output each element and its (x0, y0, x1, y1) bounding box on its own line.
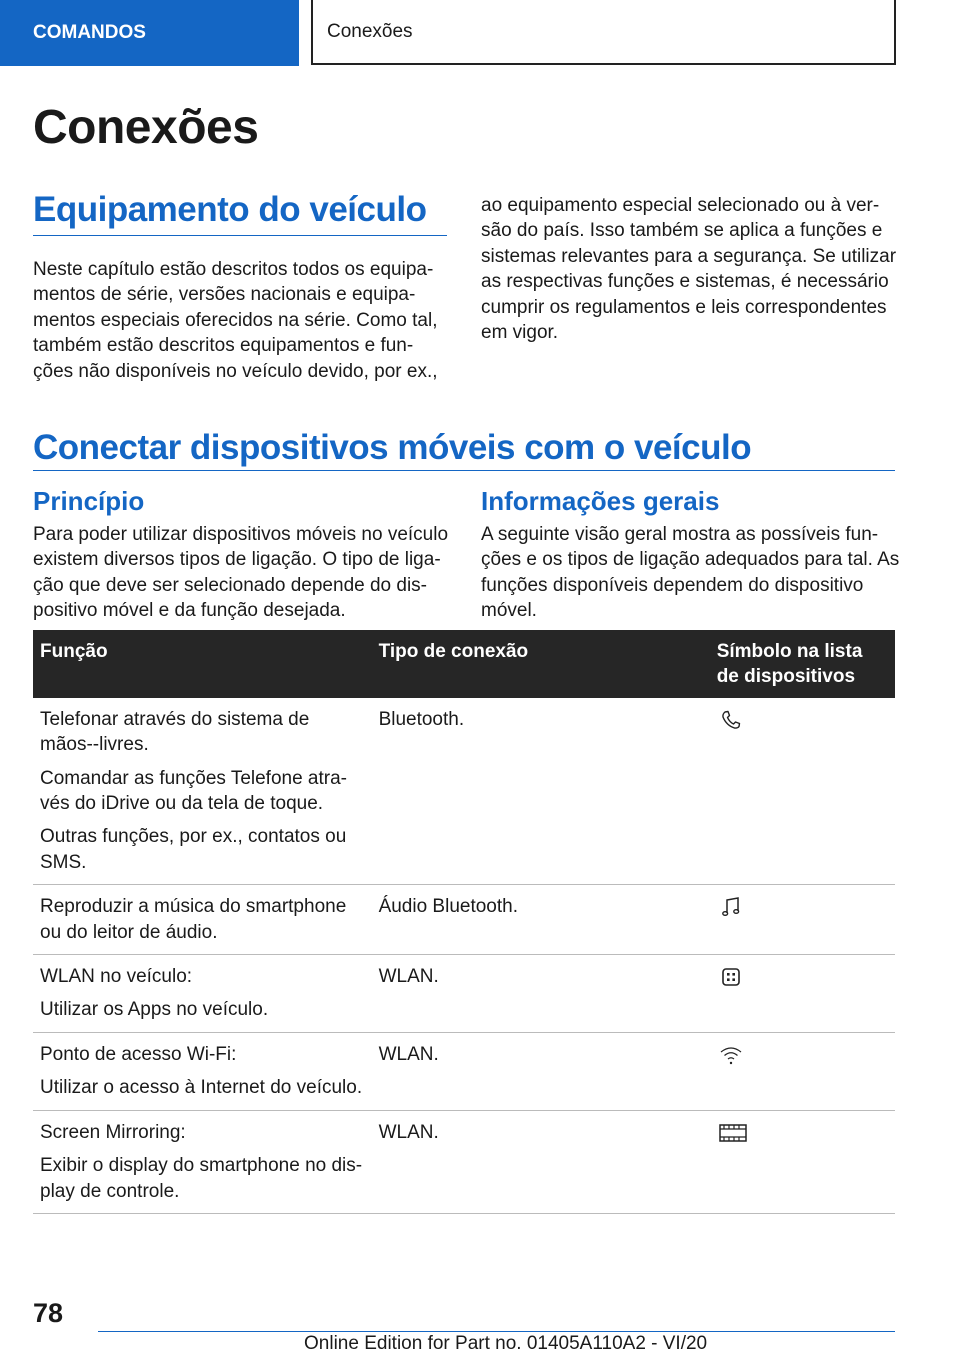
cell-text: Telefonar através do sistema de mãos--livres. (40, 708, 310, 756)
table-row (33, 698, 895, 885)
general-info-paragraph: A seguinte visão geral mostra as possíveis fun-ções e os tipos de ligação adequados para tal. As funções disponíveis dependem do dispositivo móvel. (481, 524, 900, 622)
vehicle-equipment-paragraph-left: Neste capítulo estão descritos todos os equipa-mentos de série, versões nacionais e equipa-mentos especiais oferecidos na série. Como tal, também estão descritos equipamentos e fun-ções não disponíveis no veículo devido, por ex., (33, 259, 438, 382)
footer-divider (98, 1331, 895, 1332)
cell-symbol (710, 955, 895, 1033)
cell-text: Utilizar os Apps no veículo. (40, 999, 269, 1021)
cell-text: Reproduzir a música do smartphone ou do leitor de áudio. (40, 896, 347, 943)
connection-types-table (33, 630, 895, 1214)
section-heading-vehicle-equipment: Equipamento do veículo (33, 190, 447, 236)
cell-text: Comandar as funções Telefone atra-vés do iDrive ou da tela de toque. (40, 767, 347, 815)
header-tab-label: COMANDOS (33, 22, 146, 43)
cell-text: WLAN no veículo: (40, 966, 193, 988)
column-header-function: Função (33, 630, 372, 698)
vehicle-equipment-paragraph-right: ao equipamento especial selecionado ou à ver-são do país. Isso também se aplica a funções e sistemas relevantes para a segurança. Se utilizar as respectivas funções e sistemas, é necessário cumprir os regulamentos e leis correspondentes em vigor. (481, 195, 897, 344)
section-heading-connect-devices: Conectar dispositivos móveis com o veículo (33, 428, 895, 471)
wifi-icon (718, 1042, 744, 1068)
cell-text: Utilizar o acesso à Internet do veículo. (40, 1077, 363, 1099)
header-section-tab (0, 0, 299, 66)
cell-connection-type: WLAN. (372, 1032, 710, 1110)
apps-icon (718, 964, 744, 990)
table-row (33, 1110, 895, 1213)
header-section-title (311, 0, 896, 65)
cell-symbol (710, 885, 895, 955)
screen-mirroring-icon (718, 1120, 748, 1146)
phone-icon (718, 707, 744, 733)
subheading-principle: Princípio (33, 486, 145, 516)
column-header-connection-type: Tipo de conexão (372, 630, 710, 698)
cell-connection-type: WLAN. (372, 955, 710, 1033)
column-header-symbol: Símbolo na lista de dispositivos (710, 630, 895, 698)
cell-symbol (710, 698, 895, 885)
cell-function (33, 885, 372, 955)
table-row (33, 885, 895, 955)
header-title-label: Conexões (327, 20, 413, 42)
cell-connection-type: Áudio Bluetooth. (372, 885, 710, 955)
cell-function (33, 1110, 372, 1213)
page-title: Conexões (33, 101, 259, 154)
cell-symbol (710, 1110, 895, 1213)
music-note-icon (718, 894, 744, 920)
cell-function (33, 955, 372, 1033)
cell-connection-type: Bluetooth. (372, 698, 710, 885)
subheading-general-info: Informações gerais (481, 486, 720, 516)
cell-function (33, 1032, 372, 1110)
cell-function (33, 698, 372, 885)
table-row (33, 1032, 895, 1110)
cell-text: Screen Mirroring: (40, 1121, 186, 1143)
cell-text: Exibir o display do smartphone no dis-play de controle. (40, 1155, 363, 1202)
cell-text: Ponto de acesso Wi-Fi: (40, 1043, 237, 1065)
principle-paragraph: Para poder utilizar dispositivos móveis no veículo existem diversos tipos de ligação. O tipo de liga-ção que deve ser selecionado depende do dis-positivo móvel e da função desejada. (33, 524, 449, 622)
cell-text: Outras funções, por ex., contatos ou SMS. (40, 826, 347, 873)
table-row (33, 955, 895, 1033)
page-number: 78 (33, 1298, 64, 1328)
cell-symbol (710, 1032, 895, 1110)
table-header-row (33, 630, 895, 698)
footer-edition-text: Online Edition for Part no. 01405A110A2 - VI/20 (304, 1333, 708, 1354)
cell-connection-type: WLAN. (372, 1110, 710, 1213)
